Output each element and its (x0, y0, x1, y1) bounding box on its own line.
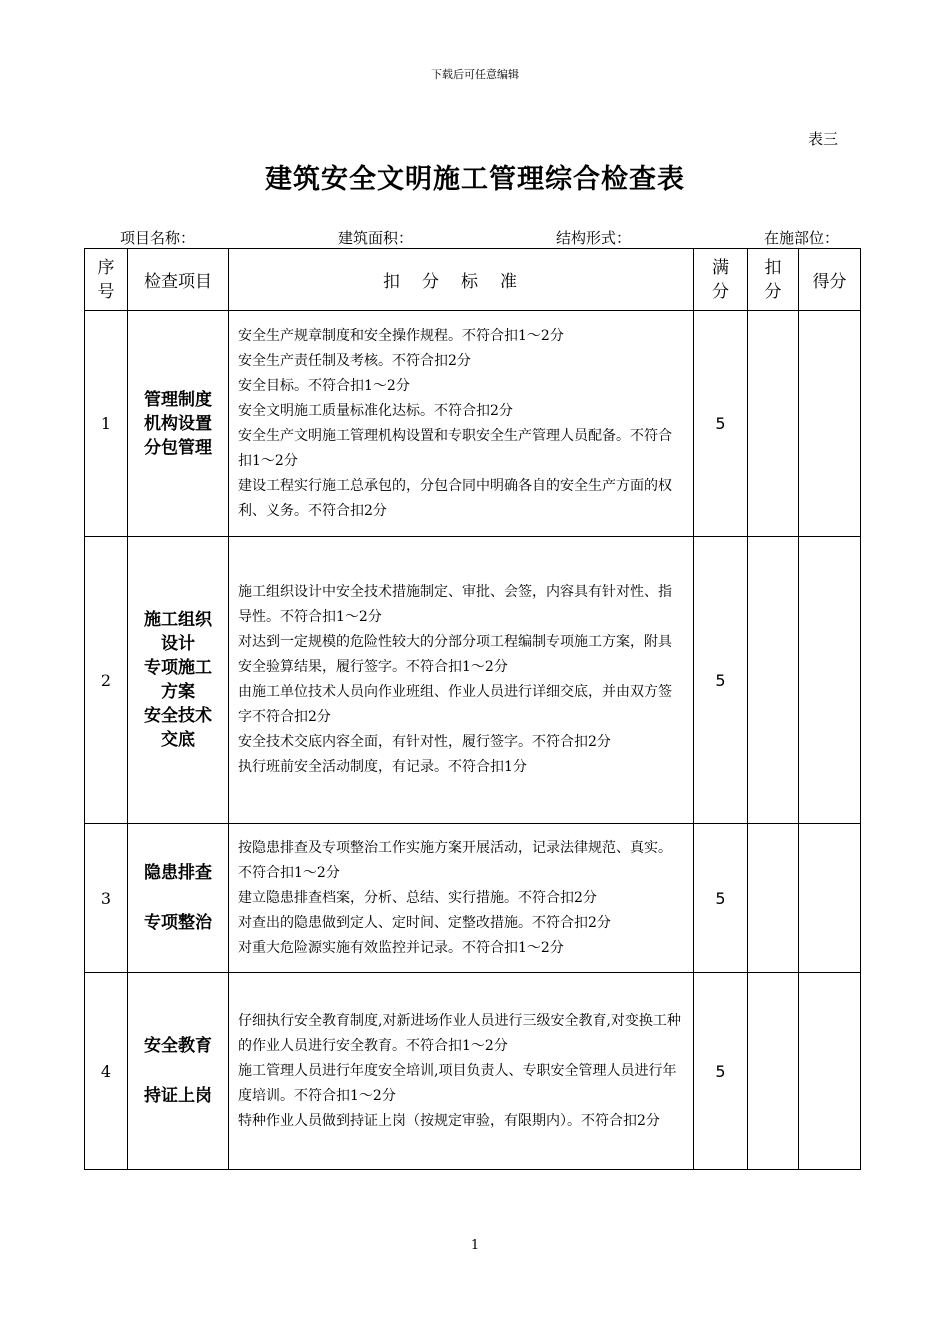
row-item-line: 施工组织 (144, 610, 212, 630)
meta-row (84, 227, 860, 247)
table-id: 表三 (807, 130, 838, 148)
row-full-score: 5 (694, 311, 748, 537)
standard-line: 安全生产责任制及考核。不符合扣2分 (238, 352, 471, 369)
standard-line: 仔细执行安全教育制度,对新进场作业人员进行三级安全教育,对变换工种的作业人员进行安全教育。不符合扣1～2分 (238, 1012, 681, 1054)
row-item-line: 管理制度 (144, 389, 212, 410)
row-item (128, 973, 229, 1170)
row-seq: 4 (85, 973, 128, 1170)
standard-line: 对查出的隐患做到定人、定时间、定整改措施。不符合扣2分 (238, 914, 611, 931)
standard-line: 对达到一定规模的危险性较大的分部分项工程编制专项施工方案，附具安全验算结果，履行签字。不符合扣1～2分 (238, 634, 672, 675)
row-seq: 1 (85, 311, 128, 537)
header-seq-line: 号 (97, 281, 115, 302)
row-deduct-cell[interactable] (748, 537, 799, 824)
row-full-score: 5 (694, 824, 748, 973)
header-full-score-line: 分 (712, 281, 729, 302)
standard-line: 对重大危险源实施有效监控并记录。不符合扣1～2分 (238, 939, 564, 956)
table-row (85, 824, 861, 973)
row-item-line: 机构设置 (144, 413, 212, 434)
row-seq: 2 (85, 537, 128, 824)
header-seq-line: 序 (97, 257, 115, 278)
row-item (128, 311, 229, 537)
row-full-score: 5 (694, 537, 748, 824)
standard-line: 按隐患排查及专项整治工作实施方案开展活动，记录法律规范、真实。不符合扣1～2分 (238, 839, 672, 881)
header-row (85, 249, 861, 311)
standard-line: 安全生产规章制度和安全操作规程。不符合扣1～2分 (238, 327, 564, 344)
page-number: 1 (470, 1238, 480, 1253)
row-item-line: 持证上岗 (144, 1086, 212, 1106)
row-item-line: 交底 (161, 730, 195, 750)
row-item (128, 824, 229, 973)
table-row (85, 311, 861, 537)
standard-line: 施工管理人员进行年度安全培训,项目负责人、专职安全管理人员进行年度培训。不符合扣1～2分 (238, 1062, 677, 1104)
row-item-gap (128, 1058, 228, 1084)
structure-type-label: 结构形式： (556, 229, 632, 247)
standard-line: 特种作业人员做到持证上岗（按规定审验，有限期内）。不符合扣2分 (238, 1112, 660, 1129)
table-row (85, 973, 861, 1170)
project-name-label: 项目名称： (120, 229, 196, 247)
standard-line: 执行班前安全活动制度，有记录。不符合扣1分 (238, 759, 527, 775)
row-deduct-cell[interactable] (748, 973, 799, 1170)
row-standards (229, 311, 694, 537)
construction-part-label: 在施部位： (764, 229, 840, 247)
header-full-score-line: 满 (712, 257, 729, 278)
page-header: 下载后可任意编辑 (431, 68, 519, 81)
row-deduct-cell[interactable] (748, 824, 799, 973)
row-item-gap (128, 885, 228, 911)
header-seq (85, 249, 128, 311)
header-score: 得分 (799, 249, 861, 311)
row-standards (229, 824, 694, 973)
row-item-line: 隐患排查 (144, 863, 212, 883)
standard-line: 安全技术交底内容全面，有针对性，履行签字。不符合扣2分 (238, 734, 611, 750)
table-row (85, 537, 861, 824)
row-item-line: 安全技术 (144, 706, 212, 726)
row-item (128, 537, 229, 824)
row-standards (229, 973, 694, 1170)
header-item: 检查项目 (128, 249, 229, 311)
row-full-score: 5 (694, 973, 748, 1170)
standard-line: 建设工程实行施工总承包的，分包合同中明确各自的安全生产方面的权利、义务。不符合扣2分 (238, 477, 672, 519)
header-deduct-line: 扣 (764, 257, 782, 278)
row-item-line: 分包管理 (144, 437, 212, 458)
row-score-cell[interactable] (799, 311, 861, 537)
row-seq: 3 (85, 824, 128, 973)
row-item-line: 安全教育 (144, 1036, 212, 1056)
row-score-cell[interactable] (799, 824, 861, 973)
row-item-line: 方案 (161, 682, 195, 702)
standard-line: 由施工单位技术人员向作业班组、作业人员进行详细交底，并由双方签字不符合扣2分 (238, 684, 672, 725)
row-score-cell[interactable] (799, 537, 861, 824)
standard-line: 施工组织设计中安全技术措施制定、审批、会签，内容具有针对性、指导性。不符合扣1～2分 (238, 584, 672, 625)
standard-line: 安全目标。不符合扣1～2分 (238, 377, 410, 394)
header-deduct-line: 分 (764, 281, 782, 302)
header-deduct (748, 249, 799, 311)
row-item-line: 设计 (161, 634, 195, 654)
standard-line: 安全文明施工质量标准化达标。不符合扣2分 (238, 402, 513, 419)
inspection-table (84, 248, 861, 1170)
row-standards (229, 537, 694, 824)
row-score-cell[interactable] (799, 973, 861, 1170)
building-area-label: 建筑面积： (338, 229, 414, 247)
page-title: 建筑安全文明施工管理综合检查表 (265, 164, 685, 195)
header-full-score (694, 249, 748, 311)
header-standard: 扣分标准 (229, 249, 694, 311)
row-item-line: 专项施工 (144, 658, 212, 678)
standard-line: 安全生产文明施工管理机构设置和专职安全生产管理人员配备。不符合扣1～2分 (238, 427, 672, 469)
standard-line: 建立隐患排查档案，分析、总结、实行措施。不符合扣2分 (238, 889, 597, 906)
row-deduct-cell[interactable] (748, 311, 799, 537)
row-item-line: 专项整治 (144, 913, 212, 933)
